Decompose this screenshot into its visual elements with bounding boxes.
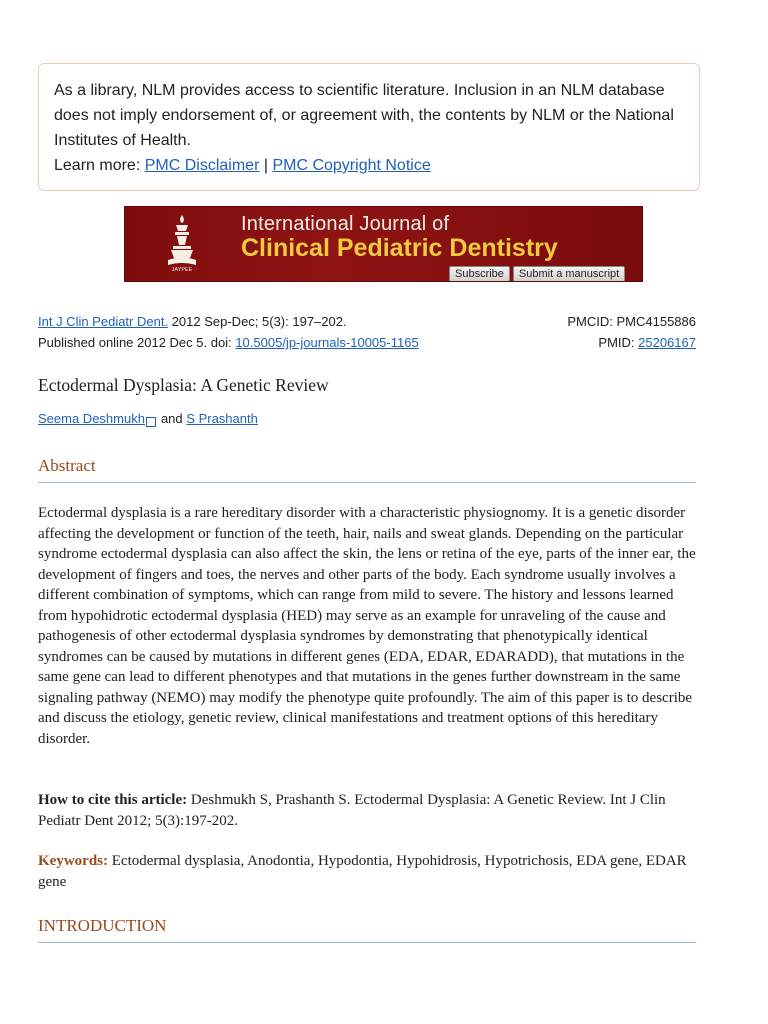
submit-manuscript-button[interactable]: Submit a manuscript [513, 266, 625, 282]
pmc-copyright-link[interactable]: PMC Copyright Notice [272, 157, 431, 174]
citation-text: 2012 Sep-Dec; 5(3): 197–202. [171, 314, 347, 329]
article-title: Ectodermal Dysplasia: A Genetic Review [38, 375, 329, 395]
keywords-paragraph [38, 851, 700, 892]
author-link-deshmukh[interactable]: Seema Deshmukh [38, 411, 145, 426]
keywords-text: Ectodermal dysplasia, Anodontia, Hypodontia, Hypohidrosis, Hypotrichosis, EDA gene, EDAR gene [38, 853, 687, 890]
author-conjunction: and [160, 411, 183, 426]
pmid-link[interactable]: 25206167 [638, 335, 696, 350]
link-separator: | [263, 157, 268, 174]
nlm-disclaimer-notice [38, 63, 700, 191]
keywords-label: Keywords: [38, 853, 108, 869]
abstract-heading: Abstract [38, 456, 696, 483]
subscribe-button[interactable]: Subscribe [449, 266, 510, 282]
author-link-prashanth[interactable]: S Prashanth [186, 411, 258, 426]
jaypee-logo-icon [165, 211, 199, 273]
logo-text: JAYPEE [171, 267, 193, 273]
learn-more-label: Learn more: [54, 157, 141, 174]
banner-line2: Clinical Pediatric Dentistry [241, 234, 558, 262]
cite-text: Deshmukh S, Prashanth S. Ectodermal Dysplasia: A Genetic Review. Int J Clin Pediatr Dent 2012; 5(3):197-202. [38, 792, 666, 829]
notice-text: As a library, NLM provides access to scientific literature. Inclusion in an NLM database does not imply endorsement of, or agreement with, the contents by NLM or the National Institutes of Health. [54, 82, 674, 149]
article-metadata [38, 311, 696, 353]
journal-banner[interactable] [124, 206, 643, 282]
email-icon[interactable] [146, 417, 156, 427]
doi-link[interactable]: 10.5005/jp-journals-10005-1165 [235, 335, 419, 350]
introduction-heading: INTRODUCTION [38, 916, 696, 943]
abstract-text: Ectodermal dysplasia is a rare hereditary disorder with a characteristic physiognomy. It is a genetic disorder affecting the development or function of the teeth, hair, nails and sweat glands. Depending on the particular syndrome ectodermal dysplasia can also affect the skin, the lens or retina of the eye, parts of the inner ear, the development of fingers and toes, the nerves and other parts of the body. Each syndrome usually involves a different combination of symptoms, which can range from mild to severe. The history and lessons learned from hypohidrotic ectodermal dysplasia (HED) may serve as an example for unraveling of the cause and pathogenesis of other ectodermal dysplasia syndromes by demonstrating that phenotypically identical syndromes can be caused by mutations in different genes (EDA, EDAR, EDARADD), that mutations in the same gene can lead to different phenotypes and that mutations in the genes further downstream in the same signaling pathway (NEMO) may modify the phenotype quite profoundly. The aim of this paper is to describe and discuss the etiology, genetic review, clinical manifestations and treatment options of this hereditary disorder. [38, 505, 696, 747]
journal-link[interactable]: Int J Clin Pediatr Dent. [38, 314, 169, 329]
published-text: Published online 2012 Dec 5. doi: [38, 335, 232, 350]
cite-label: How to cite this article: [38, 792, 188, 808]
pmid-label: PMID: [598, 335, 635, 350]
cite-paragraph [38, 790, 700, 831]
pmcid-text: PMCID: PMC4155886 [567, 314, 696, 329]
author-list [38, 411, 258, 432]
pmc-disclaimer-link[interactable]: PMC Disclaimer [144, 157, 260, 174]
banner-line1: International Journal of [241, 213, 450, 235]
